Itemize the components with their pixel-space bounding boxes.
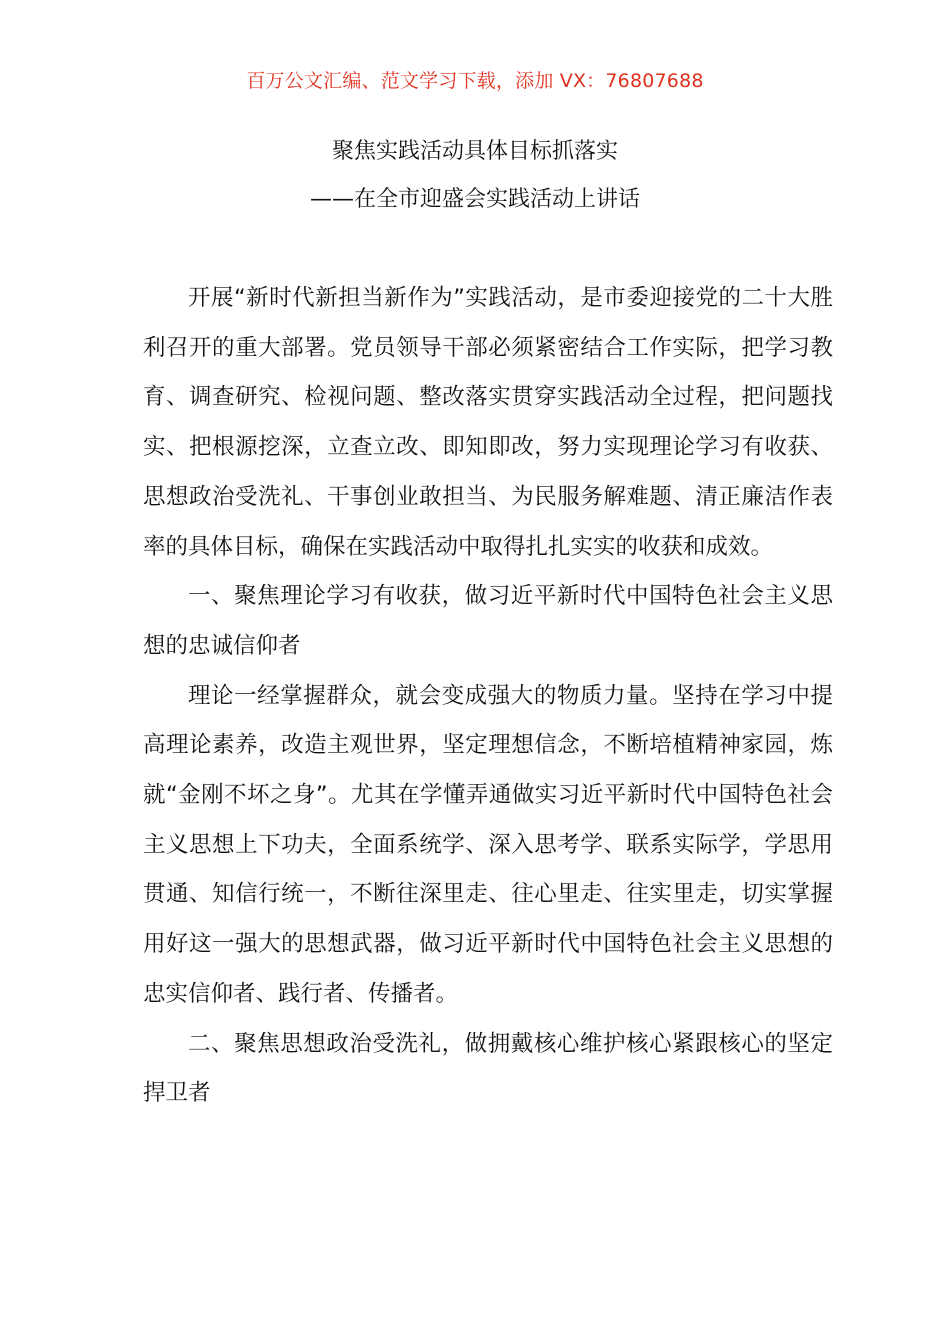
section-heading-2: 二、聚焦思想政治受洗礼，做拥戴核心维护核心紧跟核心的坚定捍卫者 xyxy=(143,1030,833,1107)
paragraph-section-1: 理论一经掌握群众，就会变成强大的物质力量。坚持在学习中提高理论素养，改造主观世界，坚定理想信念，不断培植精神家园，炼就“金刚不坏之身”。尤其在学懂弄通做实习近平新时代中国特色社会主义思想上下功夫，全面系统学、深入思考学、联系实际学，学思用贯通、知信行统一，不断往深里走、往心里走、往实里走，切实掌握用好这一强大的思想武器，做习近平新时代中国特色社会主义思想的忠实信仰者、践行者、传播者。 xyxy=(143,682,833,1007)
document-body xyxy=(143,274,833,1119)
paragraph-intro: 开展“新时代新担当新作为”实践活动，是市委迎接党的二十大胜利召开的重大部署。党员领导干部必须紧密结合工作实际，把学习教育、调查研究、检视问题、整改落实贯穿实践活动全过程，把问题找实、把根源挖深，立查立改、即知即改，努力实现理论学习有收获、思想政治受洗礼、干事创业敢担当、为民服务解难题、清正廉洁作表率的具体目标，确保在实践活动中取得扎扎实实的收获和成效。 xyxy=(143,285,833,560)
promo-banner: 百万公文汇编、范文学习下载，添加 VX：76807688 xyxy=(246,70,704,92)
document-title: 聚焦实践活动具体目标抓落实 xyxy=(331,139,618,164)
document-subtitle: ——在全市迎盛会实践活动上讲话 xyxy=(309,187,640,212)
section-heading-1: 一、聚焦理论学习有收获，做习近平新时代中国特色社会主义思想的忠诚信仰者 xyxy=(143,583,833,659)
